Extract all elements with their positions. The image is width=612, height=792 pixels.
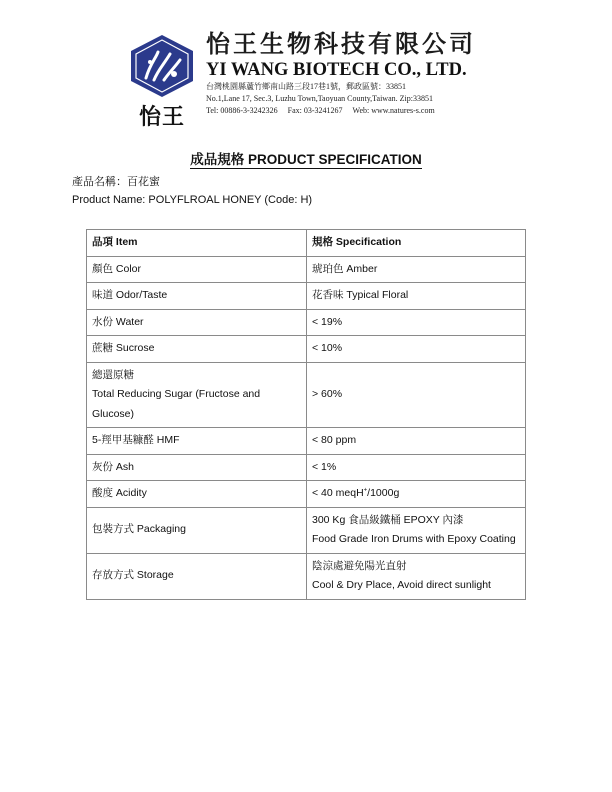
table-row [87,256,526,283]
row-item-zh: 總還原糖 [92,368,134,381]
table-row [87,428,526,455]
header-item: 品項 Item [87,230,307,257]
row-spec: < 19% [307,309,526,336]
table-row [87,454,526,481]
row-item: 蔗糖 Sucrose [87,336,307,363]
row-spec: 花香味 Typical Floral [307,283,526,310]
row-spec: > 60% [307,362,526,428]
company-block [206,30,496,117]
specification-table [86,229,526,600]
row-item: 包裝方式 Packaging [87,507,307,553]
row-spec [307,553,526,599]
table-header-row [87,230,526,257]
header-spec: 規格 Specification [307,230,526,257]
company-name-zh: 怡王生物科技有限公司 [206,29,476,58]
row-spec: < 80 ppm [307,428,526,455]
row-spec-zh: 陰涼處避免陽光直射 [312,559,407,572]
table-row [87,507,526,553]
row-spec [307,507,526,553]
document-title: 成品規格 PRODUCT SPECIFICATION [190,152,422,167]
hexagon-logo-icon [128,34,196,98]
logo-text: 怡王 [138,104,185,130]
product-name-en: Product Name: POLYFLROAL HONEY (Code: H) [72,194,313,206]
table-row [87,309,526,336]
letterhead [128,29,488,130]
table-row [87,283,526,310]
row-spec: 琥珀色 Amber [307,256,526,283]
row-item: 味道 Odor/Taste [87,283,307,310]
company-tel: Tel: 00886-3-3242326 [206,106,278,115]
company-address-en: No.1,Lane 17, Sec.3, Luzhu Town,Taoyuan County,Taiwan. Zip:33851 [206,94,433,103]
table-row [87,553,526,599]
company-fax: Fax: 03-3241267 [287,106,343,115]
product-name-zh: 產品名稱：百花蜜 [72,176,160,188]
row-item: 酸度 Acidity [87,481,307,508]
table-row [87,481,526,508]
company-name-en: YI WANG BIOTECH CO., LTD. [206,60,467,80]
table-row [87,336,526,363]
row-item: 5-羥甲基糠醛 HMF [87,428,307,455]
company-logo [128,34,196,130]
row-spec: < 40 meqH+/1000g [307,481,526,508]
row-item [87,362,307,428]
table-row [87,362,526,428]
row-spec-zh: 300 Kg 食品級鐵桶 EPOXY 內漆 [312,513,464,526]
company-address-zh: 台灣桃園縣蘆竹鄉南山路三段17巷1號，郵政區號：33851 [206,82,406,91]
row-item-en: Total Reducing Sugar (Fructose and Glucose) [92,388,261,420]
company-contact [206,105,496,117]
row-spec: < 10% [307,336,526,363]
row-spec-en: Food Grade Iron Drums with Epoxy Coating [312,533,516,545]
row-spec-en: Cool & Dry Place, Avoid direct sunlight [312,579,491,591]
row-item: 存放方式 Storage [87,553,307,599]
row-item: 水份 Water [87,309,307,336]
row-spec: < 1% [307,454,526,481]
row-item: 灰份 Ash [87,454,307,481]
row-item: 顏色 Color [87,256,307,283]
company-web: Web: www.natures-s.com [352,106,435,115]
